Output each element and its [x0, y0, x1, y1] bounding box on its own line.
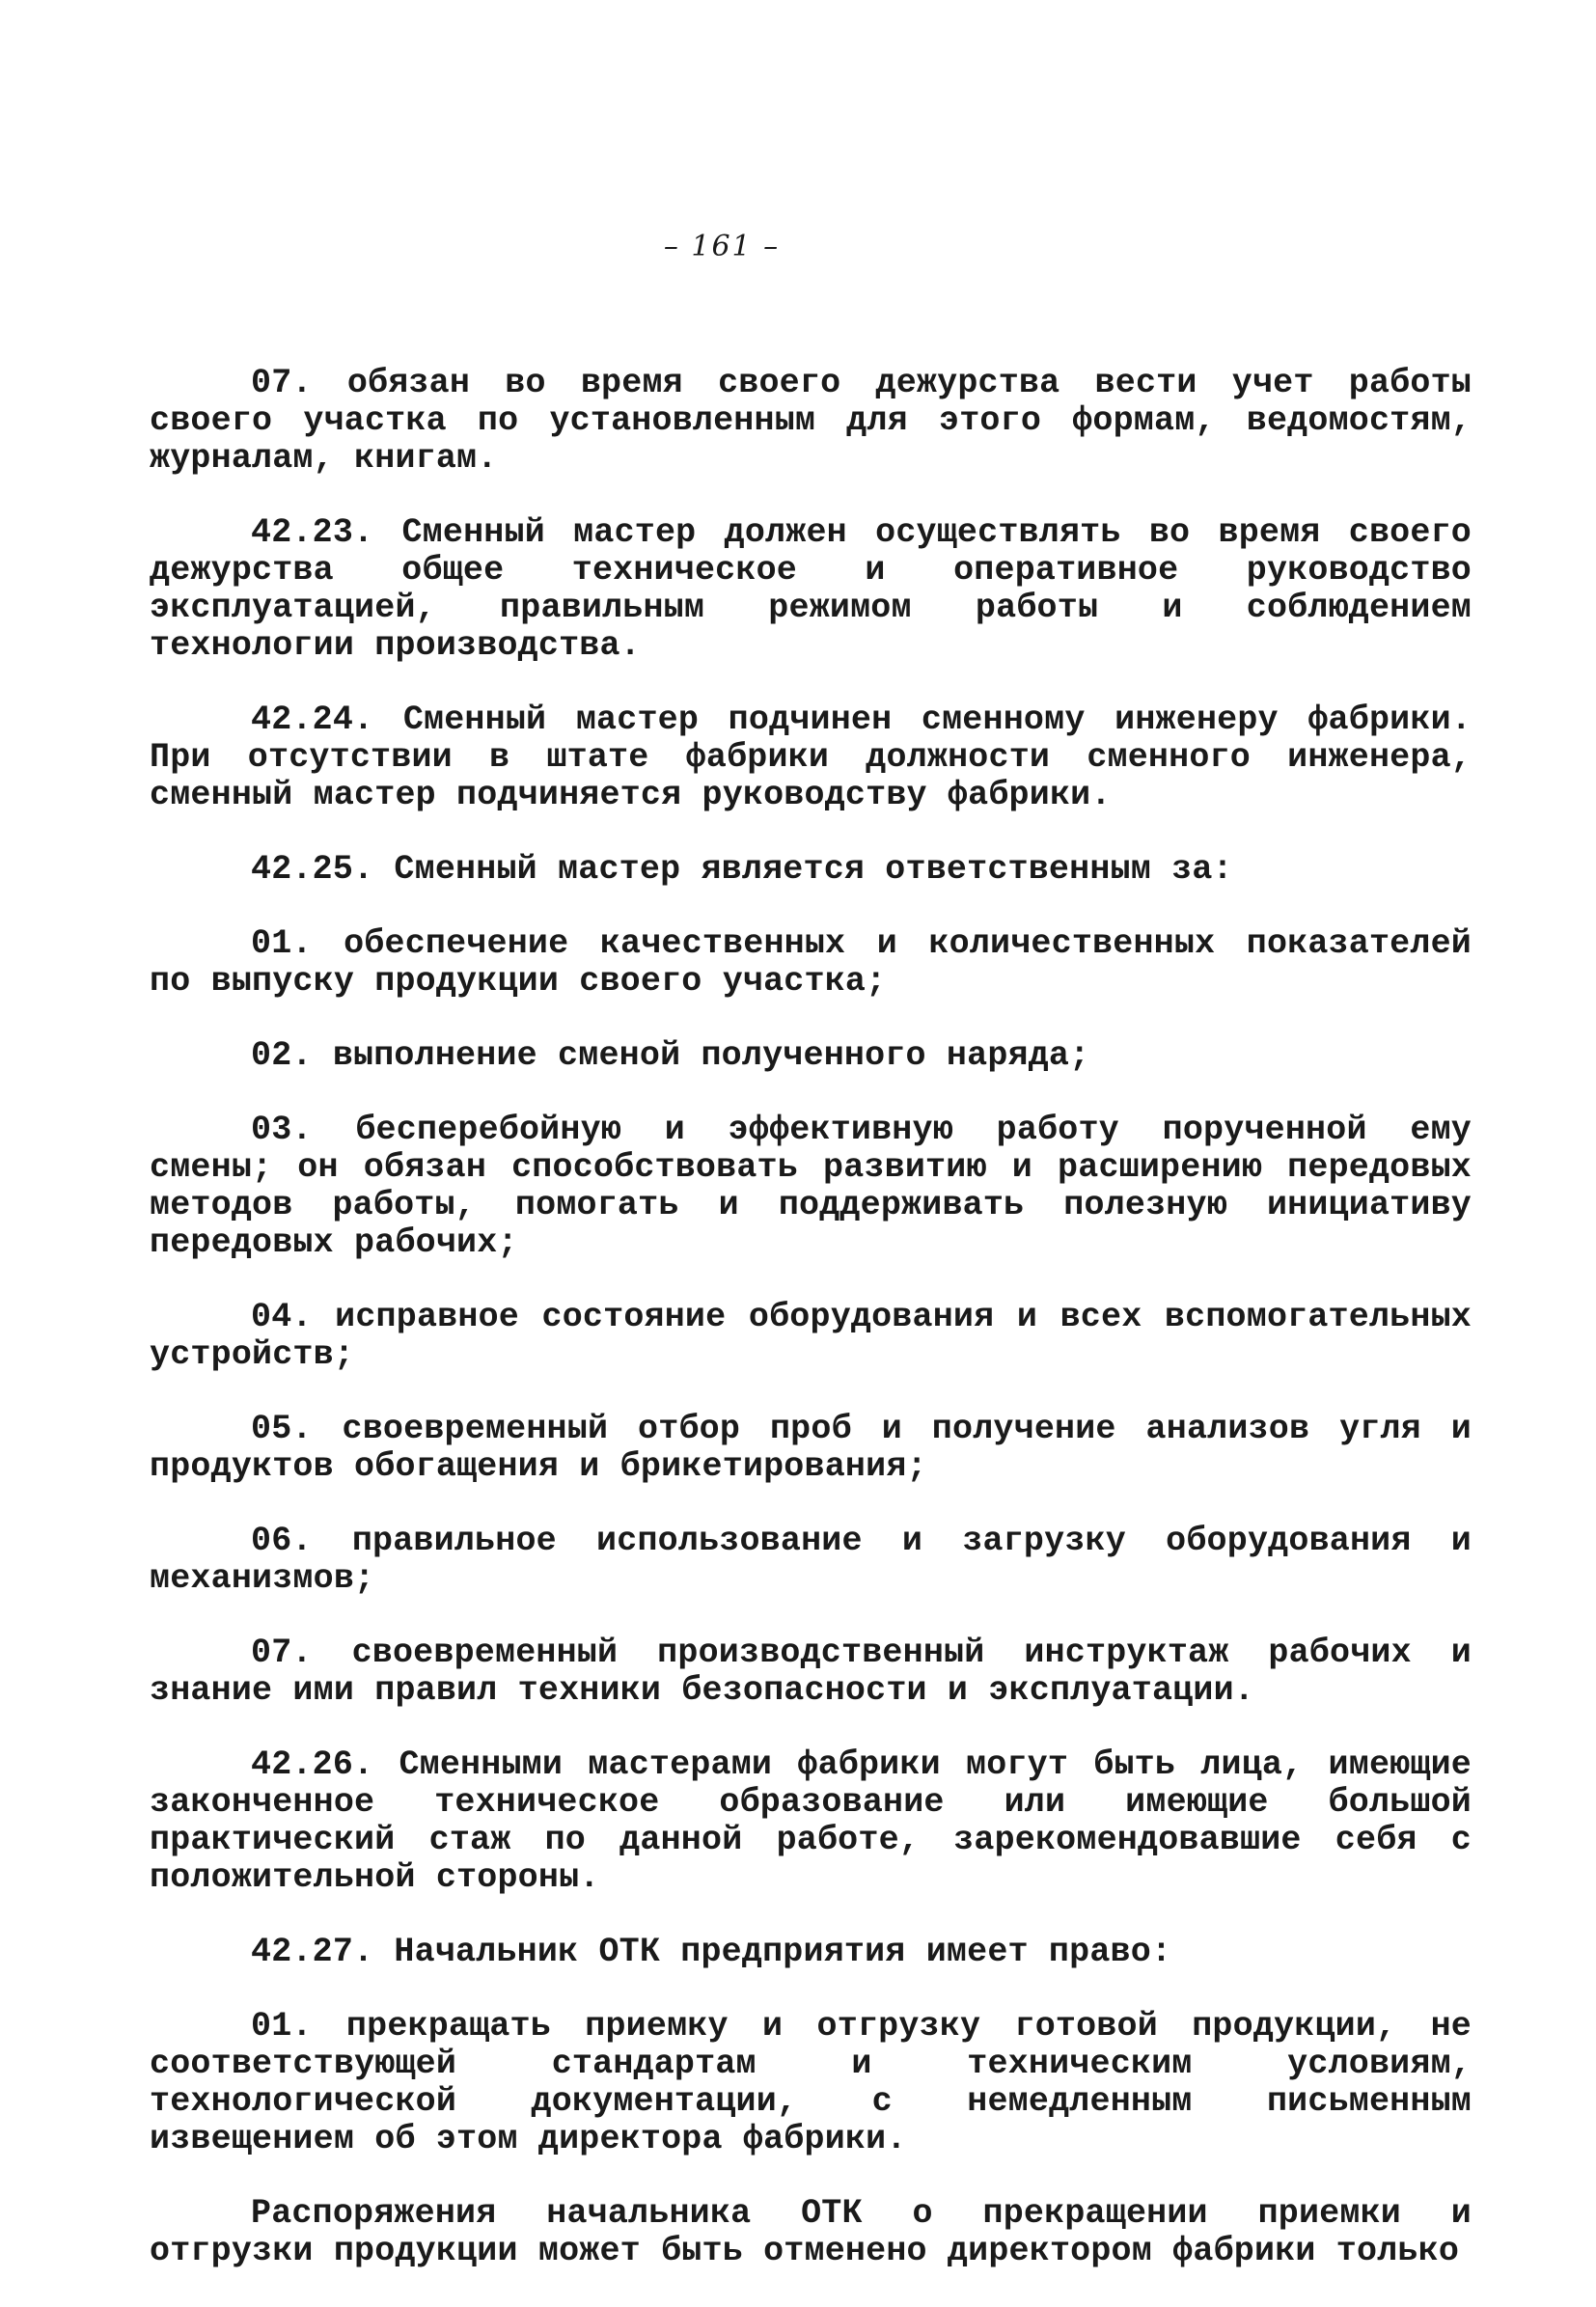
list-item — [150, 1523, 1472, 1598]
paragraph — [150, 1934, 1472, 1971]
list-item-text: 01. обеспечение качественных и количественных показателей по выпуску продукции своего участка; — [150, 924, 1472, 1001]
paragraph-text: 42.25. Сменный мастер является ответственным за: — [251, 850, 1233, 889]
page-number: – 161 – — [663, 230, 781, 263]
list-item — [150, 1411, 1472, 1486]
list-item — [150, 1299, 1472, 1374]
paragraph-text: 42.26. Сменными мастерами фабрики могут быть лица, имеющие законченное техническое образование или имеющие большой практический стаж по данной работе, зарекомендовавшие себя с положительной стороны. — [150, 1745, 1472, 1897]
list-item-text: 07. своевременный производственный инструктаж рабочих и знание ими правил техники безопасности и эксплуатации. — [150, 1634, 1472, 1710]
list-item-text: 05. своевременный отбор проб и получение анализов угля и продуктов обогащения и брикетирования; — [150, 1410, 1472, 1486]
paragraph-text: 42.24. Сменный мастер подчинен сменному инженеру фабрики. При отсутствии в штате фабрики должности сменного инженера, сменный мастер подчиняется руководству фабрики. — [150, 700, 1472, 814]
paragraph — [150, 1746, 1472, 1897]
paragraph-text: Распоряжения начальника ОТК о прекращении приемки и отгрузки продукции может быть отменено директором фабрики только — [150, 2194, 1472, 2270]
list-item-text: 02. выполнение сменой полученного наряда; — [251, 1036, 1090, 1075]
list-item-text: 06. правильное использование и загрузку оборудования и механизмов; — [150, 1522, 1472, 1598]
paragraph — [150, 2195, 1472, 2270]
list-item — [150, 1037, 1472, 1075]
list-item — [150, 2008, 1472, 2158]
document-body — [150, 365, 1472, 2307]
list-item — [150, 1112, 1472, 1262]
paragraph-text: 42.27. Начальник ОТК предприятия имеет право: — [251, 1933, 1172, 1971]
paragraph — [150, 851, 1472, 889]
list-item — [150, 1634, 1472, 1710]
paragraph — [150, 365, 1472, 478]
paragraph-text: 42.23. Сменный мастер должен осуществлять во время своего дежурства общее техническое и оперативное руководство эксплуатацией, правильным режимом работы и соблюдением технологии производства. — [150, 513, 1472, 665]
list-item-text: 03. бесперебойную и эффективную работу порученной ему смены; он обязан способствовать развитию и расширению передовых методов работы, помогать и поддерживать полезную инициативу передовых рабочих; — [150, 1111, 1472, 1262]
paragraph — [150, 514, 1472, 665]
list-item — [150, 925, 1472, 1001]
paragraph-text: 07. обязан во время своего дежурства вести учет работы своего участка по установленным для этого формам, ведомостям, журналам, книгам. — [150, 364, 1472, 478]
list-item-text: 04. исправное состояние оборудования и всех вспомогательных устройств; — [150, 1298, 1472, 1374]
paragraph — [150, 701, 1472, 814]
list-item-text: 01. прекращать приемку и отгрузку готовой продукции, не соответствующей стандартам и техническим условиям, технологической документации, с немедленным письменным извещением об этом директора фабрики. — [150, 2007, 1472, 2158]
